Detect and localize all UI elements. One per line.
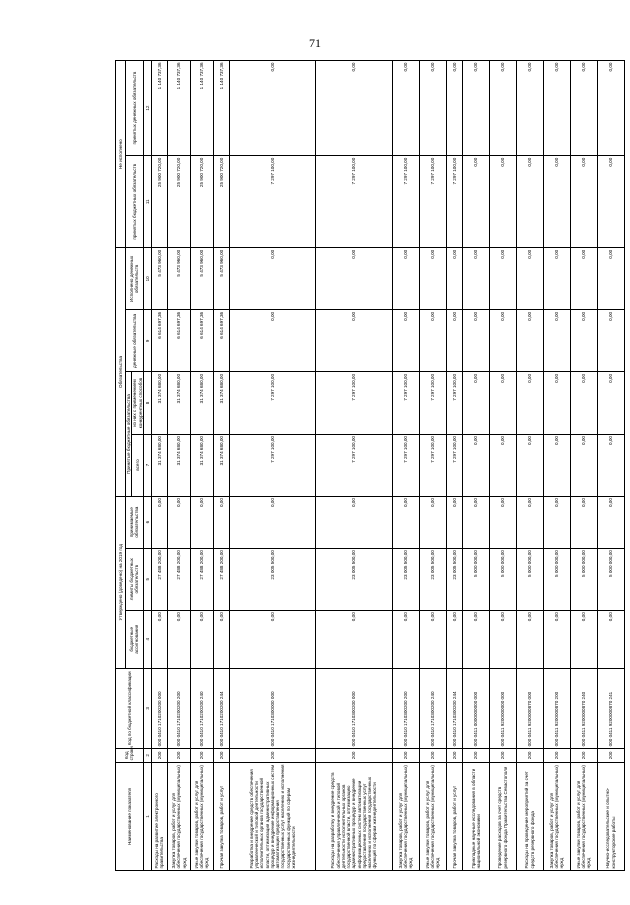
cell-row-code: 200: [489, 748, 516, 762]
table-row: [392, 61, 419, 871]
cell-row-name: Расходы на разработку и внедрение средств обеспечения управленческой и типовой деятельности исполнительных органов государственной власти, оптимизацию административных процедур и внедрение информационных систем автоматизации предоставления государственных услуг населению и исполнения государственных функций по сферам жизнедеятельности: [316, 762, 393, 870]
cell-limits: 5 000 000,00: [489, 548, 516, 610]
cell-accepted-obligations: 0,00: [419, 496, 446, 548]
cell-accepted-obligations: 0,00: [462, 496, 489, 548]
cell-accepted-total: 7 297 100,00: [419, 434, 446, 496]
cell-not-exec-monetary: 1 140 737,36: [190, 61, 213, 156]
cell-not-exec-monetary: 0,00: [446, 61, 462, 156]
cell-budget-code: 000 0410 1710200200 200: [168, 668, 191, 748]
cell-monetary-obligations: 0,00: [316, 310, 393, 372]
cell-not-exec-monetary: 1 140 737,36: [213, 61, 229, 156]
header-accepted-budget-group: Принятые бюджетные обязательства: [126, 372, 132, 496]
cell-limits: 23 005 500,00: [419, 548, 446, 610]
cell-row-name: Закупка товаров, работ и услуг для обеспечения государственных (муниципальных) нужд: [392, 762, 419, 870]
cell-budget-code: 000 0410 1710300200 240: [419, 668, 446, 748]
cell-budget-code: 000 0410 1710300200 244: [446, 668, 462, 748]
table-row: [419, 61, 446, 871]
report-page: [115, 60, 616, 871]
table-row: [543, 61, 570, 871]
cell-not-exec-budget: 25 900 720,00: [213, 156, 229, 248]
cell-executed: 0,00: [446, 248, 462, 310]
cell-monetary-obligations: 6 614 697,36: [168, 310, 191, 372]
cell-limits: 5 000 000,00: [597, 548, 624, 610]
cell-not-exec-budget: 25 900 720,00: [168, 156, 191, 248]
cell-monetary-obligations: 0,00: [597, 310, 624, 372]
cell-row-code: 200: [543, 748, 570, 762]
cell-executed: 5 473 960,00: [213, 248, 229, 310]
cell-row-code: 200: [570, 748, 597, 762]
cell-accepted-total: 31 374 680,00: [151, 434, 167, 496]
cell-not-exec-budget: 0,00: [543, 156, 570, 248]
col-index: 3: [143, 668, 151, 748]
cell-accepted-competitive: 0,00: [489, 372, 516, 434]
cell-not-exec-monetary: 0,00: [489, 61, 516, 156]
cell-accepted-total: 0,00: [570, 434, 597, 496]
header-accepted-competitive: из них с применением конкурентных способов: [132, 372, 144, 434]
cell-budget-allocations: 0,00: [229, 610, 315, 668]
cell-budget-allocations: 0,00: [190, 610, 213, 668]
cell-not-exec-budget: 0,00: [597, 156, 624, 248]
cell-executed: 0,00: [489, 248, 516, 310]
cell-accepted-obligations: 0,00: [213, 496, 229, 548]
col-index: 6: [143, 496, 151, 548]
col-index: 9: [143, 310, 151, 372]
cell-limits: 27 488 200,00: [168, 548, 191, 610]
table-body: [151, 61, 624, 871]
cell-budget-allocations: 0,00: [168, 610, 191, 668]
table-row: [151, 61, 167, 871]
cell-row-name: Расходы на развитие электронного правительства: [151, 762, 167, 870]
cell-accepted-obligations: 0,00: [168, 496, 191, 548]
cell-budget-code: 000 0410 1710200200 240: [190, 668, 213, 748]
budget-report-table: [115, 60, 625, 871]
cell-limits: 23 005 500,00: [229, 548, 315, 610]
cell-row-name: Иные закупки товаров, работ и услуг для обеспечения государственных (муниципальных) нужд: [190, 762, 213, 870]
cell-not-exec-monetary: 0,00: [516, 61, 543, 156]
table-row: [168, 61, 191, 871]
cell-monetary-obligations: 6 614 697,36: [213, 310, 229, 372]
cell-budget-allocations: 0,00: [213, 610, 229, 668]
cell-not-exec-budget: 0,00: [489, 156, 516, 248]
cell-not-exec-budget: 7 297 100,00: [392, 156, 419, 248]
cell-row-code: 200: [168, 748, 191, 762]
table-row: [516, 61, 543, 871]
cell-limits: 23 005 500,00: [316, 548, 393, 610]
header-approved-group: Утверждено (доведено) на 2019 год: [116, 496, 126, 668]
cell-accepted-total: 0,00: [516, 434, 543, 496]
cell-not-exec-budget: 0,00: [570, 156, 597, 248]
cell-not-exec-monetary: 1 140 737,36: [168, 61, 191, 156]
cell-budget-code: 000 0411 9200000870 240: [570, 668, 597, 748]
cell-accepted-competitive: 7 297 100,00: [419, 372, 446, 434]
cell-row-name: Закупка товаров, работ и услуг для обеспечения государственных (муниципальных) нужд: [168, 762, 191, 870]
cell-accepted-competitive: 7 297 100,00: [316, 372, 393, 434]
header-accepted-total: всего: [132, 434, 144, 496]
cell-row-code: 200: [516, 748, 543, 762]
cell-row-name: Прикладные научные исследования в области национальной экономики: [462, 762, 489, 870]
cell-not-exec-monetary: 1 140 737,36: [151, 61, 167, 156]
cell-executed: 0,00: [316, 248, 393, 310]
cell-executed: 0,00: [543, 248, 570, 310]
cell-monetary-obligations: 0,00: [462, 310, 489, 372]
cell-monetary-obligations: 0,00: [392, 310, 419, 372]
cell-row-code: 200: [419, 748, 446, 762]
column-index-row: [143, 61, 151, 871]
cell-limits: 5 000 000,00: [543, 548, 570, 610]
cell-row-code: 200: [213, 748, 229, 762]
cell-accepted-total: 7 297 100,00: [392, 434, 419, 496]
cell-limits: 23 005 500,00: [392, 548, 419, 610]
cell-budget-allocations: 0,00: [316, 610, 393, 668]
cell-budget-code: 000 0410 1710300000 000: [229, 668, 315, 748]
header-obligations-group: Обязательства: [116, 248, 126, 496]
cell-monetary-obligations: 6 614 697,36: [190, 310, 213, 372]
cell-accepted-obligations: 0,00: [151, 496, 167, 548]
cell-accepted-competitive: 31 374 680,00: [168, 372, 191, 434]
cell-monetary-obligations: 0,00: [419, 310, 446, 372]
cell-accepted-competitive: 31 374 680,00: [190, 372, 213, 434]
col-index: 10: [143, 248, 151, 310]
header-not-exec-budget: принятых бюджетных обязательств: [126, 156, 144, 248]
cell-limits: 5 000 000,00: [570, 548, 597, 610]
cell-executed: 0,00: [392, 248, 419, 310]
cell-not-exec-budget: 7 297 100,00: [419, 156, 446, 248]
cell-row-code: 200: [446, 748, 462, 762]
header-limits: лимиты бюджетных обязательств: [126, 548, 144, 610]
cell-limits: 27 488 200,00: [190, 548, 213, 610]
cell-accepted-total: 31 374 680,00: [190, 434, 213, 496]
cell-accepted-competitive: 0,00: [516, 372, 543, 434]
cell-accepted-competitive: 31 374 680,00: [151, 372, 167, 434]
cell-not-exec-monetary: 0,00: [316, 61, 393, 156]
cell-accepted-obligations: 0,00: [516, 496, 543, 548]
cell-budget-allocations: 0,00: [489, 610, 516, 668]
cell-row-code: 200: [597, 748, 624, 762]
cell-accepted-total: 0,00: [462, 434, 489, 496]
header-not-exec-monetary: принятых денежных обязательств: [126, 61, 144, 156]
cell-monetary-obligations: 0,00: [570, 310, 597, 372]
cell-accepted-total: 0,00: [597, 434, 624, 496]
cell-row-name: Разработка и внедрение средств обеспечения управленческой и типовой деятельности исполнительных органов государственной власти, оптимизация административных процедур и внедрение информационных систем автоматизации предоставления государственных услуг населению и исполнения государственных функций по сферам жизнедеятельности: [229, 762, 315, 870]
cell-executed: 5 473 960,00: [190, 248, 213, 310]
cell-accepted-total: 0,00: [543, 434, 570, 496]
cell-not-exec-monetary: 0,00: [597, 61, 624, 156]
cell-budget-code: 000 0411 9200000870 200: [543, 668, 570, 748]
cell-budget-allocations: 0,00: [419, 610, 446, 668]
header-monetary: денежные обязательства: [126, 310, 144, 372]
cell-accepted-total: 0,00: [489, 434, 516, 496]
cell-executed: 0,00: [570, 248, 597, 310]
cell-accepted-obligations: 0,00: [446, 496, 462, 548]
cell-monetary-obligations: 0,00: [543, 310, 570, 372]
cell-limits: 5 000 000,00: [516, 548, 543, 610]
cell-accepted-obligations: 0,00: [392, 496, 419, 548]
col-index: 2: [143, 748, 151, 762]
cell-accepted-total: 7 297 100,00: [316, 434, 393, 496]
cell-row-code: 200: [316, 748, 393, 762]
col-index: 5: [143, 548, 151, 610]
cell-budget-allocations: 0,00: [392, 610, 419, 668]
cell-accepted-competitive: 31 374 680,00: [213, 372, 229, 434]
cell-budget-code: 000 0410 1710200200 244: [213, 668, 229, 748]
cell-row-name: Расходы на проведение мероприятий за счет средств резервного фонда: [516, 762, 543, 870]
cell-not-exec-monetary: 0,00: [570, 61, 597, 156]
header-row-code: Код строки: [116, 748, 144, 762]
cell-accepted-obligations: 0,00: [316, 496, 393, 548]
table-row: [570, 61, 597, 871]
cell-row-code: 200: [462, 748, 489, 762]
cell-accepted-obligations: 0,00: [489, 496, 516, 548]
table-row: [489, 61, 516, 871]
cell-budget-allocations: 0,00: [597, 610, 624, 668]
cell-accepted-obligations: 0,00: [543, 496, 570, 548]
cell-executed: 0,00: [229, 248, 315, 310]
table-row: [316, 61, 393, 871]
cell-accepted-total: 31 374 680,00: [213, 434, 229, 496]
cell-budget-code: 000 0410 1710300200 200: [392, 668, 419, 748]
header-name: Наименование показателя: [116, 762, 144, 870]
cell-row-name: Иные закупки товаров, работ и услуг для обеспечения государственных (муниципальных) нужд: [419, 762, 446, 870]
cell-budget-allocations: 0,00: [516, 610, 543, 668]
table-row: [462, 61, 489, 871]
cell-not-exec-monetary: 0,00: [462, 61, 489, 156]
cell-budget-code: 000 0410 1710300200 000: [316, 668, 393, 748]
table-row: [213, 61, 229, 871]
cell-limits: 27 488 200,00: [151, 548, 167, 610]
cell-not-exec-monetary: 0,00: [419, 61, 446, 156]
cell-accepted-competitive: 0,00: [570, 372, 597, 434]
cell-monetary-obligations: 0,00: [229, 310, 315, 372]
cell-row-code: 200: [151, 748, 167, 762]
cell-budget-code: 000 0411 9200000870 000: [516, 668, 543, 748]
cell-row-name: Закупка товаров, работ и услуг для обеспечения государственных (муниципальных) нужд: [543, 762, 570, 870]
col-index: 7: [143, 434, 151, 496]
cell-row-code: 200: [190, 748, 213, 762]
cell-monetary-obligations: 6 614 697,36: [151, 310, 167, 372]
header-accepted-obligations: принимаемые обязательства: [126, 496, 144, 548]
cell-monetary-obligations: 0,00: [516, 310, 543, 372]
cell-budget-allocations: 0,00: [570, 610, 597, 668]
cell-budget-allocations: 0,00: [446, 610, 462, 668]
cell-monetary-obligations: 0,00: [446, 310, 462, 372]
cell-budget-code: 000 0411 9200000870 241: [597, 668, 624, 748]
cell-accepted-obligations: 0,00: [570, 496, 597, 548]
cell-executed: 0,00: [516, 248, 543, 310]
cell-accepted-total: 7 297 100,00: [446, 434, 462, 496]
cell-accepted-competitive: 7 297 100,00: [392, 372, 419, 434]
cell-row-name: Прочая закупка товаров, работ и услуг: [213, 762, 229, 870]
cell-not-exec-budget: 7 297 100,00: [446, 156, 462, 248]
cell-executed: 0,00: [462, 248, 489, 310]
cell-accepted-obligations: 0,00: [597, 496, 624, 548]
col-index: 11: [143, 156, 151, 248]
cell-budget-allocations: 0,00: [543, 610, 570, 668]
cell-limits: 23 005 500,00: [446, 548, 462, 610]
cell-row-name: Научно-исследовательские и опытно-конструкторские работы: [597, 762, 624, 870]
cell-limits: 27 488 200,00: [213, 548, 229, 610]
cell-not-exec-budget: 0,00: [516, 156, 543, 248]
cell-accepted-total: 7 297 100,00: [229, 434, 315, 496]
cell-accepted-competitive: 7 297 100,00: [446, 372, 462, 434]
cell-executed: 0,00: [597, 248, 624, 310]
cell-accepted-competitive: 0,00: [462, 372, 489, 434]
cell-not-exec-budget: 0,00: [462, 156, 489, 248]
cell-accepted-competitive: 0,00: [597, 372, 624, 434]
cell-limits: 5 000 000,00: [462, 548, 489, 610]
table-row: [190, 61, 213, 871]
cell-accepted-obligations: 0,00: [229, 496, 315, 548]
cell-monetary-obligations: 0,00: [489, 310, 516, 372]
header-budget-allocations: бюджетные ассигнования: [126, 610, 144, 668]
page-number: 71: [309, 36, 321, 50]
cell-budget-code: 000 0411 9200000000 000: [489, 668, 516, 748]
cell-row-name: Иные закупки товаров, работ и услуг для обеспечения государственных (муниципальных) нужд: [570, 762, 597, 870]
cell-not-exec-budget: 25 900 720,00: [190, 156, 213, 248]
cell-executed: 5 473 960,00: [151, 248, 167, 310]
cell-not-exec-monetary: 0,00: [392, 61, 419, 156]
cell-row-code: 200: [229, 748, 315, 762]
cell-budget-code: 000 0411 0000000000 000: [462, 668, 489, 748]
cell-accepted-competitive: 0,00: [543, 372, 570, 434]
cell-budget-allocations: 0,00: [462, 610, 489, 668]
cell-not-exec-budget: 7 297 100,00: [229, 156, 315, 248]
cell-row-name: Прочая закупка товаров, работ и услуг: [446, 762, 462, 870]
col-index: 1: [143, 762, 151, 870]
cell-accepted-total: 31 374 680,00: [168, 434, 191, 496]
cell-budget-code: 000 0410 1710200200 000: [151, 668, 167, 748]
cell-accepted-obligations: 0,00: [190, 496, 213, 548]
cell-not-exec-budget: 25 900 720,00: [151, 156, 167, 248]
col-index: 4: [143, 610, 151, 668]
cell-not-exec-budget: 7 297 100,00: [316, 156, 393, 248]
col-index: 12: [143, 61, 151, 156]
cell-not-exec-monetary: 0,00: [543, 61, 570, 156]
cell-accepted-competitive: 7 297 100,00: [229, 372, 315, 434]
cell-row-code: 200: [392, 748, 419, 762]
cell-executed: 5 473 960,00: [168, 248, 191, 310]
table-row: [597, 61, 624, 871]
col-index: 8: [143, 372, 151, 434]
table-row: [446, 61, 462, 871]
header-not-executed-group: Не исполнено: [116, 61, 126, 248]
header-budget-code: Код по бюджетной классификации: [116, 668, 144, 748]
cell-budget-allocations: 0,00: [151, 610, 167, 668]
cell-not-exec-monetary: 0,00: [229, 61, 315, 156]
cell-row-name: Проведение расходов за счет средств резервного фонда Правительства Севастополя: [489, 762, 516, 870]
rotated-table-container: [115, 60, 616, 871]
cell-executed: 0,00: [419, 248, 446, 310]
header-executed: Исполнено денежных обязательств: [126, 248, 144, 310]
table-row: [229, 61, 315, 871]
